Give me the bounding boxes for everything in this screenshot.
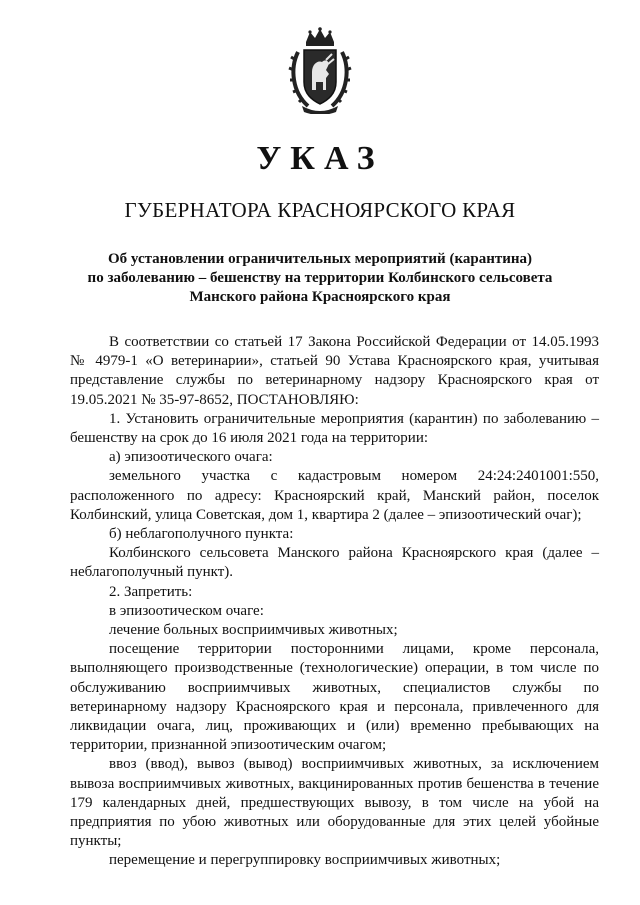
paragraph: 1. Установить ограничительные мероприятия (карантин) по заболеванию – бешенству на срок до 16 июля 2021 года на территории: [70, 410, 599, 447]
document-body [70, 333, 599, 871]
heading-line: Манского района Красноярского края [189, 289, 451, 305]
paragraph: перемещение и перегруппировку восприимчивых животных; [109, 852, 501, 869]
document-subtitle: ГУБЕРНАТОРА КРАСНОЯРСКОГО КРАЯ [124, 198, 516, 222]
paragraph: а) эпизоотического очага: [109, 449, 273, 466]
paragraph: В соответствии со статьей 17 Закона Российской Федерации от 14.05.1993 № 4979-1 «О ветеринарии», статьей 90 Устава Красноярского края, учитывая представление службы по ветеринарному надзору Красноярского края от 19.05.2021 № 35-97-8652, ПОСТАНОВЛЯЮ: [70, 334, 599, 408]
paragraph: 2. Запретить: [109, 583, 193, 600]
heading-line: Об установлении ограничительных мероприятий (карантина) [107, 251, 532, 267]
paragraph: посещение территории посторонними лицами, кроме персонала, выполняющего производственные (технологические) операции, в том числе по обслуживанию восприимчивых животных, специалистов службы по ветеринарному надзору Красноярского края и персонала, привлеченного для ликвидации очага, лиц, проживающих и (или) временно пребывающих на территории, признанной эпизоотическим очагом; [70, 641, 599, 754]
heading-line: по заболеванию – бешенству на территории Колбинского сельсовета [87, 270, 553, 286]
paragraph: б) неблагополучного пункта: [109, 526, 294, 543]
coat-of-arms-icon [288, 26, 352, 114]
paragraph: лечение больных восприимчивых животных; [109, 622, 398, 639]
paragraph: Колбинского сельсовета Манского района Красноярского края (далее – неблагополучный пункт). [70, 545, 599, 581]
document-title: УКАЗ [256, 140, 384, 177]
paragraph: ввоз (ввод), вывоз (вывод) восприимчивых животных, за исключением вывоза восприимчивых животных, вакцинированных против бешенства в течение 179 календарных дней, предшествующих вывозу, в том числе на убой на предприятия по убою животных или оборудованные для этих целей убойные пункты; [70, 756, 599, 850]
paragraph: в эпизоотическом очаге: [109, 602, 264, 619]
paragraph: земельного участка с кадастровым номером 24:24:2401001:550, расположенного по адресу: Красноярский край, Манский район, поселок Колбинский, улица Советская, дом 1, квартира 2 (далее – эпизоотический очаг); [70, 468, 599, 523]
document-heading [60, 250, 580, 307]
